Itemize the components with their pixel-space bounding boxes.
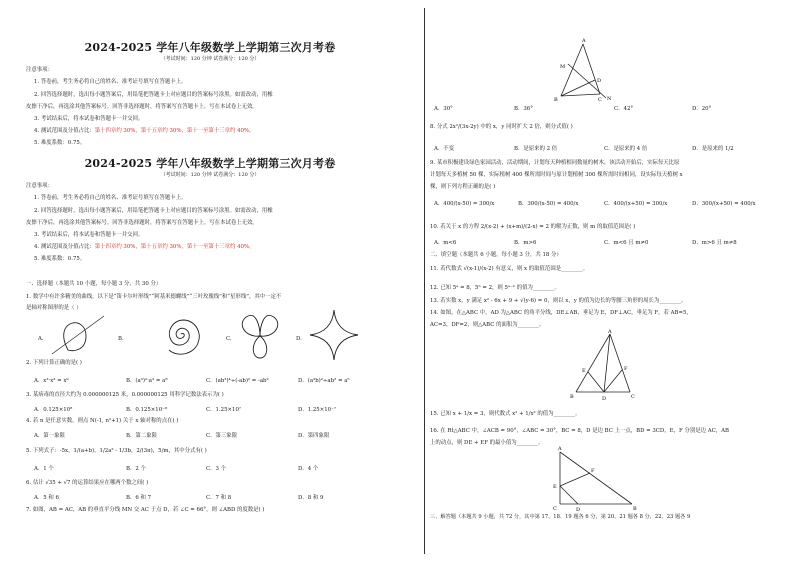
q3-stem: 3. 某病毒的直径大约为 0.000000125 米，0.000000125 用科学记数法表示为( ) [26,392,224,398]
exam-info-2: （考试时间：120 分钟 试卷满分：120 分） [160,172,260,178]
notice-1-1: 1. 答卷前，考生务必将自己的姓名、准考证号填写在答题卡上。 [34,79,187,85]
q8-opt-b: B．是原来的 2 倍 [514,146,558,152]
q14-label-d: D [602,396,607,402]
q4-opt-b: B．第二象限 [126,433,157,439]
doc-title-2: 2024-2025 学年八年级数学上学期第三次月考卷 [84,157,336,170]
astroid-curve-figure [308,308,360,362]
q3-opt-a: A．0.125×10⁸ [34,407,73,413]
notice-head-2: 注意事项： [26,183,53,189]
q1-opt-c: C. [226,336,232,342]
q10-opt-d: D．m>6 且 m≠8 [692,240,737,246]
notice-2-5: 4. 测试范围及分值占比：第十四章约 30%，第十五章约 30%，第十一至第十三章约 40%。 [34,244,255,250]
q2-opt-b: B．(a³)²·a³ = a⁸ [126,378,168,384]
q9-opt-a: A．400/(x-50) = 300/x [434,201,495,207]
notice-head-1: 注意事项： [26,67,53,73]
q7-label-c: C [598,97,602,103]
q8-opt-c: C．是原来的 4 倍 [604,146,648,152]
q6-opt-b: B．6 和 7 [126,495,152,501]
q7-opt-c: C．42° [614,106,634,112]
q4-opt-d: D．第四象限 [298,433,330,439]
q5-opt-b: B．2 个 [126,466,146,472]
q1-opt-d: D. [296,336,302,342]
q1-opt-a: A. [38,336,44,342]
q16-label-e: E [553,484,557,490]
q1-line2: 是轴对称图形的是（ ） [26,305,82,311]
q6-opt-a: A．5 和 6 [34,495,59,501]
q7-label-a: A [582,38,586,44]
q9-line3: 棵，则下列方程正确的是( ) [430,184,496,190]
q8-opt-d: D．是原来的 1/2 [692,146,734,152]
q16-label-a: A [558,446,562,452]
q5-opt-a: A．1 个 [34,466,54,472]
section2-head: 二、填空题（本题共 6 小题，每小题 3 分，共 18 分） [430,252,562,258]
q8-stem: 8. 分式 2x²/(3x-2y) 中的 x，y 同时扩大 2 倍，则分式值( ) [430,124,573,130]
q1-line1: 1. 数学中有许多精美的曲线，以下是“笛卡尔叶形线”“阿基米德螺线”“三叶玫瑰线”和“星形线”，其中一定不 [26,294,282,300]
notice-2-2: 2. 回答选择题时，选出每小题答案后，用铅笔把答题卡上对应题目的答案标号涂黑。如需改动，用橡 [34,208,273,214]
folium-curve-figure [48,310,108,360]
q14-label-c: C [631,394,635,400]
exam-info-1: （考试时间：120 分钟 试卷满分：120 分） [160,56,260,62]
q7-label-d: D [597,78,602,84]
notice-1-6: 5. 难度系数：0.75。 [34,140,86,146]
q7-label-n: N [607,96,612,102]
q9-opt-d: D．300/(x+50) = 400/x [692,201,756,207]
q16-label-d: D [576,507,581,513]
q2-opt-a: A．x³·x³ = x⁹ [34,378,69,384]
q4-opt-c: C．第三象限 [206,433,238,439]
q14-line2: AC=3，DF=2，则△ABC 的面积为________。 [430,322,545,328]
q9-line2: 计划每天多植树 50 棵，实际植树 400 棵所需时间与原计划植树 300 棵所需时间相同，设实际每天植树 x [430,172,683,178]
q12-stem: 12. 已知 5ᵃ = 8，5ᵇ = 2，则 5ᵃ⁻ᵇ 的值为________。 [430,285,560,291]
notice-1-5: 4. 测试范围及分值占比：第十四章约 30%，第十五章约 30%，第十一至第十三章约 40%。 [34,128,255,134]
q4-stem: 4. 若 n 是任意实数，则点 N(-1, n²+1) 关于 x 轴对称的点在( ) [26,418,179,424]
notice-2-1: 1. 答卷前，考生务必将自己的姓名、准考证号填写在答题卡上。 [34,195,187,201]
q16-label-c: C [553,506,557,512]
q13-stem: 13. 若实数 x，y 满足 x² - 6x + 9 + √(y-6) = 0，则以 x，y 的值为边长的等腰三角形的周长为________。 [430,298,687,304]
q1-opt-b: B. [118,336,124,342]
q10-stem: 10. 若关于 x 的方程 2/(x-2) + (x+m)/(2-x) = 2 的解为正数，则 m 的取值范围是( ) [430,224,636,230]
section1-head: 一、选择题（本题共 10 小题，每小题 3 分，共 30 分） [26,281,162,287]
q16-triangle-figure [550,446,640,512]
q6-opt-c: C．7 和 8 [206,495,232,501]
q14-triangle-figure [568,330,648,406]
q3-opt-d: D．1.25×10⁻⁷ [298,407,337,413]
q2-stem: 2. 下列计算正确的是( ) [26,360,82,366]
q3-opt-c: C．1.25×10⁷ [206,407,242,413]
column-divider [424,8,425,554]
q7-opt-b: B．36° [514,106,533,112]
q4-opt-a: A．第一象限 [34,433,65,439]
q14-label-e: E [582,368,586,374]
q5-stem: 5. 下列式子：-5x，1/(a+b)，1/2a² - 1/3b，2/(3π)，5/m，其中分式有( ) [26,448,207,454]
q7-stem: 7. 如图，AB = AC，AB 的垂直平分线 MN 交 AC 于点 D，若 ∠C = 66°，则 ∠ABD 的度数是( ) [26,507,265,513]
q16-line1: 16. 在 Rt△ABC 中，∠ACB = 90°，∠ABC = 30°，BC = 8，D 是边 BC 上一点，BD = 3CD，E，F 分别是边 AC，AB [430,428,729,434]
q16-line2: 上的动点，则 DE + EF 的最小值为________。 [430,440,544,446]
notice-2-3: 皮擦干净后，再选涂其他答案标号。回答非选择题时，将答案写在答题卡上。写在本试卷上无效。 [26,220,258,226]
q6-stem: 6. 估计 √35 + √7 的运算结果应在哪两个数之间( ) [26,480,149,486]
q14-label-b: B [570,394,574,400]
section3-head: 三、解答题（本题共 9 小题，共 72 分，其中第 17、18、19 题各 6 分，第 20、21 题各 8 分，22、23 题各 9 [430,514,691,520]
q9-opt-b: B．300/(x-50) = 400/x [518,201,579,207]
q6-opt-d: D．8 和 9 [298,495,324,501]
q5-opt-c: C．3 个 [206,466,227,472]
q11-stem: 11. 若代数式 √(x-1)/(x-2) 有意义，则 x 的取值范围是________。 [430,266,589,272]
q7-opt-a: A．30° [434,106,453,112]
three-leaf-rose-figure [236,308,284,362]
q7-label-m: M [560,64,566,70]
q8-opt-a: A．不变 [434,146,455,152]
q2-opt-d: D．(a³b)²÷ab² = a⁵ [298,378,350,384]
notice-1-3: 皮擦干净后，再选涂其他答案标号。回答非选择题时，将答案写在答题卡上。写在本试卷上无效。 [26,104,258,110]
q5-opt-d: D．4 个 [298,466,319,472]
q14-label-a: A [608,329,612,335]
q9-opt-c: C．400/(x+50) = 300/x [604,201,668,207]
q16-label-b: B [633,506,637,512]
q10-opt-c: C．m<6 且 m≠0 [604,240,649,246]
q10-opt-b: B．m>6 [514,240,537,246]
q7-label-b: B [554,97,558,103]
q14-label-f: F [624,366,628,372]
q7-opt-d: D．20° [692,106,712,112]
q16-label-f: F [591,468,595,474]
q14-line1: 14. 如图，在△ABC 中，AD 为△ABC 的角平分线，DE⊥AB，垂足为 E，DF⊥AC，垂足为 F，若 AB=5， [430,310,692,316]
q10-opt-a: A．m<6 [434,240,457,246]
doc-title-1: 2024-2025 学年八年级数学上学期第三次月考卷 [84,41,336,54]
q7-triangle-figure [548,38,628,102]
q9-line1: 9. 某市积极建设绿色家园活动，活动期间，计划每天种植相同数量的树木，该活动开始后，实际每天比原 [430,160,680,166]
spiral-curve-figure [152,305,210,363]
q3-opt-b: B．0.125×10⁻⁸ [126,407,168,413]
notice-1-4: 3. 考试结束后，将本试卷和答题卡一并交回。 [34,116,144,122]
notice-2-4: 3. 考试结束后，将本试卷和答题卡一并交回。 [34,232,144,238]
right-column [428,0,794,562]
q2-opt-c: C．(ab³)⁴÷(-ab)² = -ab² [206,378,269,384]
notice-2-6: 5. 难度系数：0.75。 [34,256,86,262]
q15-stem: 15. 已知 x + 1/x = 3，则代数式 x² + 1/x² 的值为________。 [430,411,581,417]
notice-1-2: 2. 回答选择题时，选出每小题答案后，用铅笔把答题卡上对应题目的答案标号涂黑。如需改动，用橡 [34,92,273,98]
